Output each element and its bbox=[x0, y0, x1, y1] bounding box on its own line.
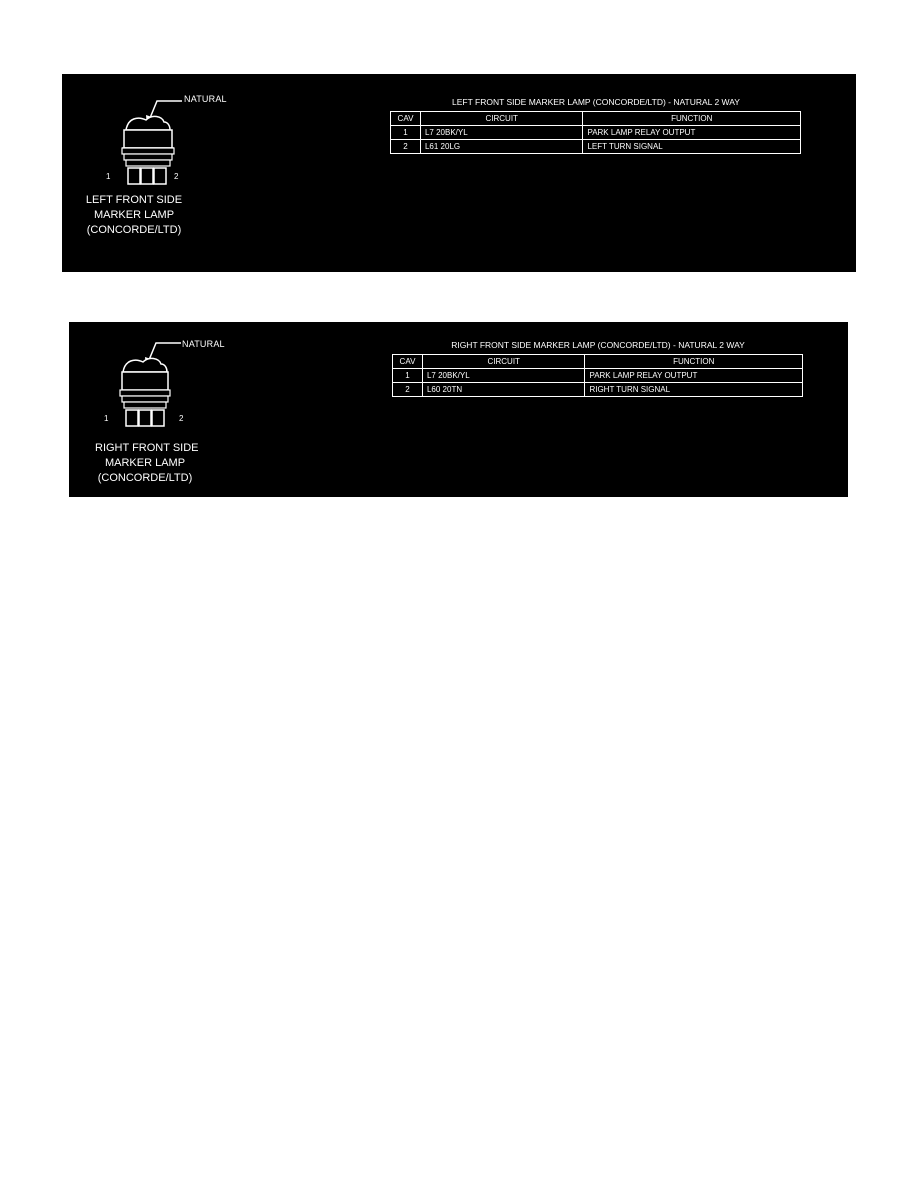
table-row bbox=[391, 126, 801, 140]
pin-1-label: 1 bbox=[106, 172, 111, 181]
connector-name-line: MARKER LAMP bbox=[104, 457, 186, 469]
table-header-row bbox=[391, 112, 801, 126]
pinout-table-title: LEFT FRONT SIDE MARKER LAMP (CONCORDE/LTD) - NATURAL 2 WAY bbox=[452, 97, 740, 107]
function-cell: PARK LAMP RELAY OUTPUT bbox=[583, 126, 801, 140]
connector-name-line: RIGHT FRONT SIDE bbox=[95, 442, 199, 454]
circuit-cell: L7 20BK/YL bbox=[420, 126, 582, 140]
table-row bbox=[393, 369, 803, 383]
header-cav: CAV bbox=[391, 112, 421, 126]
connector-illustration bbox=[106, 88, 252, 198]
function-cell: LEFT TURN SIGNAL bbox=[583, 140, 801, 154]
connector-panel-left bbox=[62, 74, 856, 272]
connector-name-line: (CONCORDE/LTD) bbox=[97, 472, 193, 484]
header-circuit: CIRCUIT bbox=[422, 355, 584, 369]
cav-cell: 2 bbox=[391, 140, 421, 154]
connector-name bbox=[84, 193, 184, 238]
connector-name-line: MARKER LAMP bbox=[93, 209, 175, 221]
marker-lamp-connector-icon bbox=[119, 334, 259, 434]
pinout-table-title: RIGHT FRONT SIDE MARKER LAMP (CONCORDE/LTD) - NATURAL 2 WAY bbox=[451, 340, 745, 350]
header-circuit: CIRCUIT bbox=[420, 112, 582, 126]
connector-name-line: LEFT FRONT SIDE bbox=[85, 194, 183, 206]
table-row bbox=[391, 140, 801, 154]
connector-color-label: NATURAL bbox=[184, 94, 227, 104]
circuit-cell: L61 20LG bbox=[420, 140, 582, 154]
circuit-cell: L7 20BK/YL bbox=[422, 369, 584, 383]
pin-2-label: 2 bbox=[174, 172, 179, 181]
cav-cell: 1 bbox=[393, 369, 423, 383]
header-function: FUNCTION bbox=[583, 112, 801, 126]
header-function: FUNCTION bbox=[585, 355, 803, 369]
connector-name-line: (CONCORDE/LTD) bbox=[86, 224, 182, 236]
circuit-cell: L60 20TN bbox=[422, 383, 584, 397]
header-cav: CAV bbox=[393, 355, 423, 369]
pin-1-label: 1 bbox=[104, 414, 109, 423]
pin-2-label: 2 bbox=[179, 414, 184, 423]
connector-panel-right bbox=[69, 322, 848, 497]
table-row bbox=[393, 383, 803, 397]
connector-name bbox=[95, 441, 199, 486]
function-cell: PARK LAMP RELAY OUTPUT bbox=[585, 369, 803, 383]
connector-color-label: NATURAL bbox=[182, 339, 225, 349]
marker-lamp-connector-icon bbox=[112, 88, 252, 198]
cav-cell: 2 bbox=[393, 383, 423, 397]
function-cell: RIGHT TURN SIGNAL bbox=[585, 383, 803, 397]
connector-illustration bbox=[104, 334, 259, 434]
cav-cell: 1 bbox=[391, 126, 421, 140]
pinout-table bbox=[390, 111, 801, 154]
table-header-row bbox=[393, 355, 803, 369]
pinout-table bbox=[392, 354, 803, 397]
